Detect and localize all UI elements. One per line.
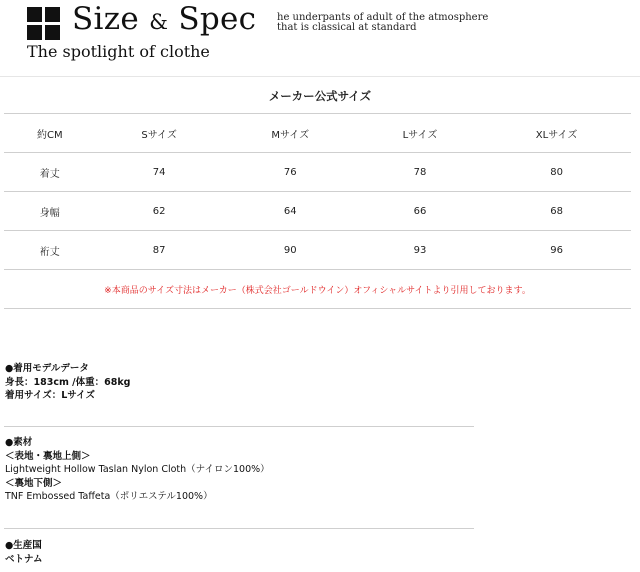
- model-data-section: [5, 362, 130, 403]
- row-label: 身幅: [4, 192, 96, 231]
- section-divider: [4, 528, 474, 529]
- material-title: ●素材: [5, 437, 33, 448]
- column-header: Lサイズ: [358, 114, 482, 153]
- section-divider: [4, 426, 474, 427]
- logo-grid-icon: [27, 7, 61, 41]
- table-header-row: [4, 114, 631, 153]
- table-cell: 62: [96, 192, 223, 231]
- row-label: 着丈: [4, 153, 96, 192]
- table-note-row: [4, 270, 631, 309]
- logo-subtitle: The spotlight of clothe: [27, 42, 210, 61]
- material-sub-lining: ＜裏地下側＞: [5, 477, 63, 489]
- table-cell: 87: [96, 231, 223, 270]
- table-row: [4, 153, 631, 192]
- model-data-title: ●着用モデルデータ: [5, 363, 89, 374]
- model-height-weight: 身長：183cm /体重：68kg: [5, 376, 131, 388]
- model-wear-size: 着用サイズ：Lサイズ: [5, 390, 96, 401]
- header-divider: [0, 76, 640, 77]
- table-cell: 93: [358, 231, 482, 270]
- table-cell: 96: [482, 231, 631, 270]
- column-header: Mサイズ: [223, 114, 358, 153]
- table-row: [4, 192, 631, 231]
- table-row: [4, 231, 631, 270]
- header: [0, 0, 640, 70]
- row-label: 裄丈: [4, 231, 96, 270]
- table-cell: 90: [223, 231, 358, 270]
- table-cell: 78: [358, 153, 482, 192]
- size-table: [4, 113, 631, 309]
- size-table-title: メーカー公式サイズ: [268, 89, 372, 103]
- table-cell: 66: [358, 192, 482, 231]
- logo-title: Size & Spec: [72, 1, 257, 37]
- size-note: ※本商品のサイズ寸法はメーカー（株式会社ゴールドウイン）オフィシャルサイトより引用しております。: [4, 270, 631, 309]
- material-value-outer: Lightweight Hollow Taslan Nylon Cloth（ナイロン100%）: [5, 464, 270, 475]
- column-header: Sサイズ: [96, 114, 223, 153]
- origin-section: [5, 539, 43, 566]
- table-cell: 76: [223, 153, 358, 192]
- table-cell: 68: [482, 192, 631, 231]
- material-sub-outer: ＜表地・裏地上側＞: [5, 450, 91, 462]
- column-header: XLサイズ: [482, 114, 631, 153]
- material-value-lining: TNF Embossed Taffeta（ポリエステル100%）: [5, 491, 213, 502]
- table-cell: 80: [482, 153, 631, 192]
- material-section: [5, 436, 270, 504]
- origin-value: ベトナム: [5, 553, 43, 565]
- table-cell: 64: [223, 192, 358, 231]
- origin-title: ●生産国: [5, 540, 42, 551]
- column-header: 約CM: [4, 114, 96, 153]
- tagline: he underpants of adult of the atmosphere that is classical at standard: [277, 12, 489, 33]
- table-cell: 74: [96, 153, 223, 192]
